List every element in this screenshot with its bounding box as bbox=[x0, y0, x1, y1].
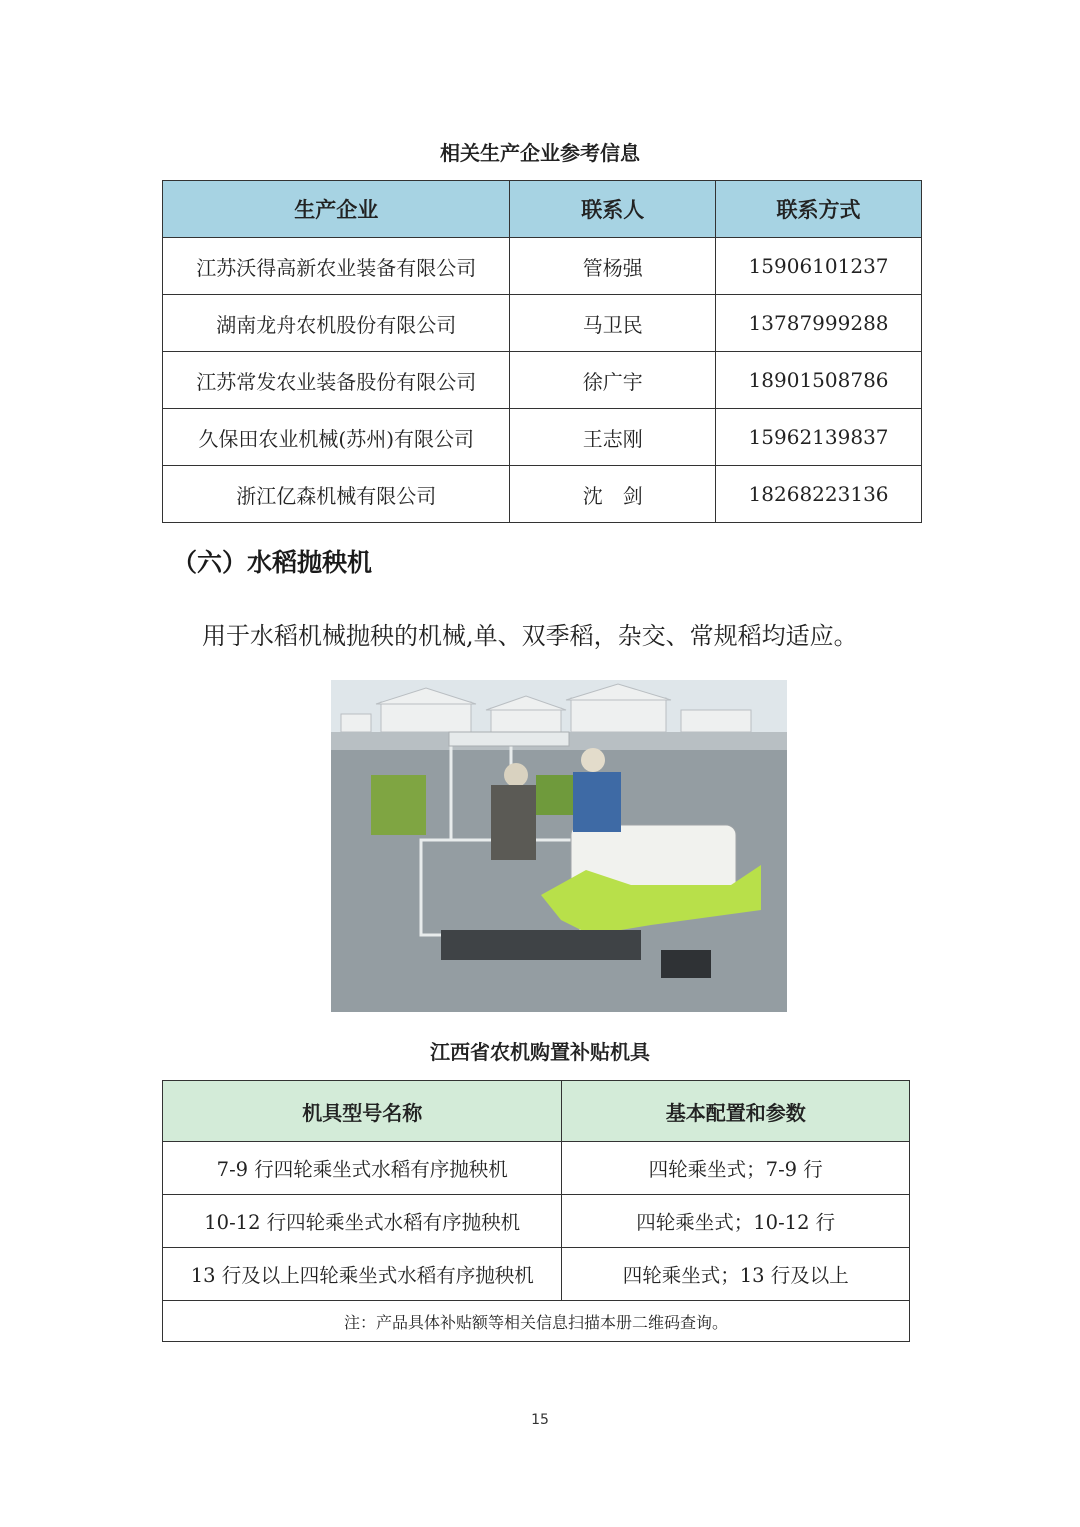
table-row bbox=[163, 1142, 910, 1195]
rear-wheel bbox=[661, 950, 711, 978]
company-name: 湖南龙舟农机股份有限公司 bbox=[163, 295, 510, 352]
page-number: 15 bbox=[531, 1412, 549, 1428]
table-row bbox=[163, 295, 922, 352]
company-name: 江苏常发农业装备股份有限公司 bbox=[163, 352, 510, 409]
company-table bbox=[162, 180, 922, 523]
table-note-row bbox=[163, 1301, 910, 1342]
rice-transplanter-photo bbox=[331, 680, 787, 1012]
company-name: 浙江亿森机械有限公司 bbox=[163, 466, 510, 523]
table-note: 注：产品具体补贴额等相关信息扫描本册二维码查询。 bbox=[163, 1301, 910, 1342]
table-row bbox=[163, 352, 922, 409]
worker-left bbox=[491, 785, 536, 860]
seedling-tray-right bbox=[536, 775, 576, 815]
worker-right bbox=[573, 772, 621, 832]
machine-table-header-row bbox=[163, 1081, 910, 1142]
contact-person: 马卫民 bbox=[510, 295, 716, 352]
company-table-header-row bbox=[163, 181, 922, 238]
header-company: 生产企业 bbox=[163, 181, 510, 238]
section-heading: （六）水稻抛秧机 bbox=[172, 548, 373, 577]
table-row bbox=[163, 1195, 910, 1248]
model-config: 四轮乘坐式；13 行及以上 bbox=[562, 1248, 910, 1301]
machine-undercarriage bbox=[441, 930, 641, 960]
contact-phone: 13787999288 bbox=[716, 295, 922, 352]
contact-person: 管杨强 bbox=[510, 238, 716, 295]
table-row bbox=[163, 1248, 910, 1301]
model-name: 10-12 行四轮乘坐式水稻有序抛秧机 bbox=[163, 1195, 562, 1248]
model-config: 四轮乘坐式；10-12 行 bbox=[562, 1195, 910, 1248]
contact-phone: 15962139837 bbox=[716, 409, 922, 466]
header-model: 机具型号名称 bbox=[163, 1081, 562, 1142]
header-contact: 联系人 bbox=[510, 181, 716, 238]
header-config: 基本配置和参数 bbox=[562, 1081, 910, 1142]
model-name: 7-9 行四轮乘坐式水稻有序抛秧机 bbox=[163, 1142, 562, 1195]
machine-table bbox=[162, 1080, 910, 1342]
machine-table-caption: 江西省农机购置补贴机具 bbox=[430, 1040, 650, 1064]
header-phone: 联系方式 bbox=[716, 181, 922, 238]
contact-person: 徐广宇 bbox=[510, 352, 716, 409]
contact-person: 沈 剑 bbox=[510, 466, 716, 523]
model-name: 13 行及以上四轮乘坐式水稻有序抛秧机 bbox=[163, 1248, 562, 1301]
contact-phone: 18268223136 bbox=[716, 466, 922, 523]
table-row bbox=[163, 238, 922, 295]
table-row bbox=[163, 409, 922, 466]
model-config: 四轮乘坐式；7-9 行 bbox=[562, 1142, 910, 1195]
table-row bbox=[163, 466, 922, 523]
company-name: 久保田农业机械(苏州)有限公司 bbox=[163, 409, 510, 466]
company-table-caption: 相关生产企业参考信息 bbox=[440, 141, 640, 165]
contact-phone: 15906101237 bbox=[716, 238, 922, 295]
contact-person: 王志刚 bbox=[510, 409, 716, 466]
section-intro: 用于水稻机械抛秧的机械,单、双季稻，杂交、常规稻均适应。 bbox=[202, 622, 858, 650]
seedling-tray-left bbox=[371, 775, 426, 835]
contact-phone: 18901508786 bbox=[716, 352, 922, 409]
company-name: 江苏沃得高新农业装备有限公司 bbox=[163, 238, 510, 295]
